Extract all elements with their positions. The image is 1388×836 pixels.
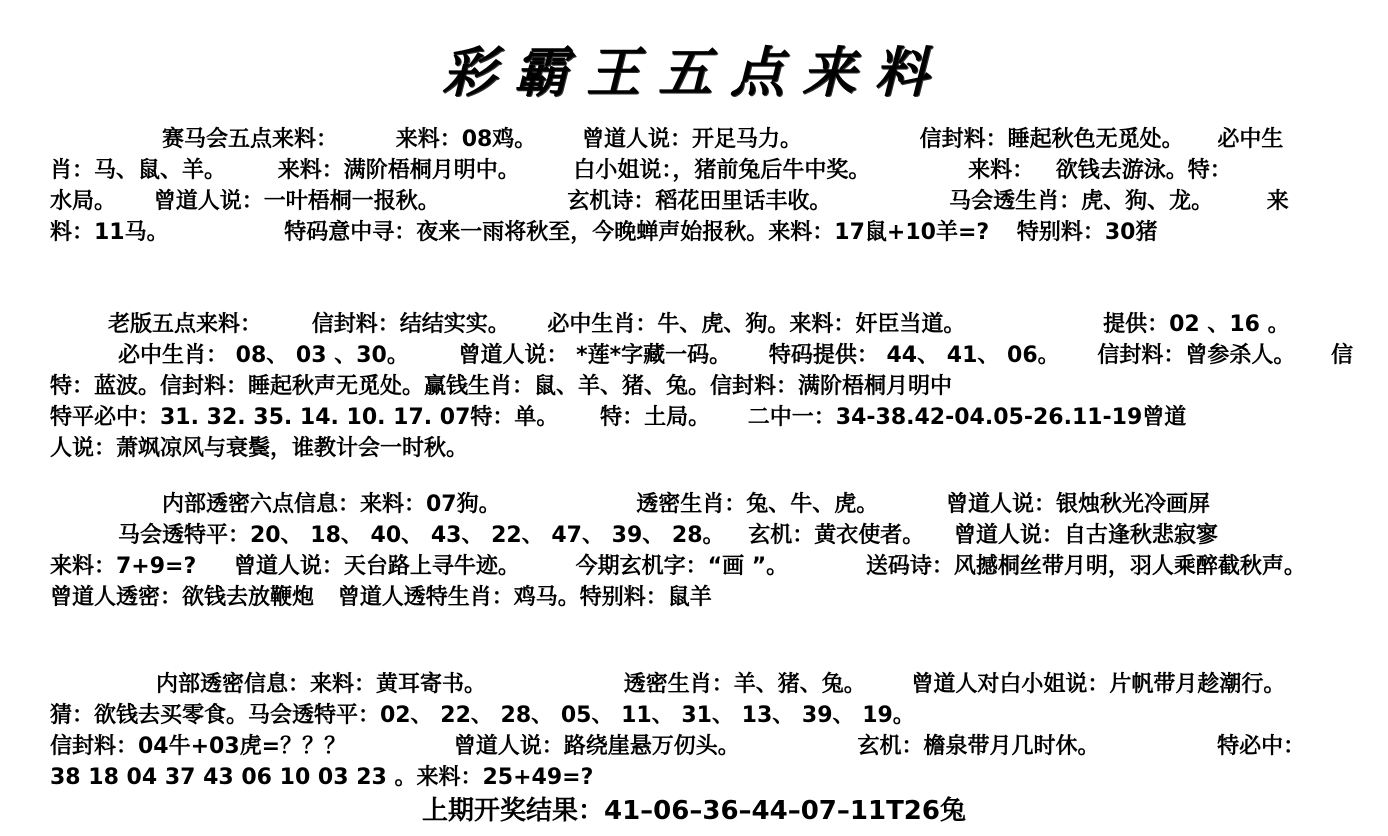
s4-line-4	[50, 763, 593, 793]
text-segment: 提供：02 、16 。	[1103, 312, 1290, 337]
text-segment: 马会透特平：20、 18、 40、 43、 22、 47、 39、 28。	[118, 523, 725, 548]
text-segment: 必中生肖： 08、 03 、30。	[118, 343, 409, 368]
s4-line-2	[50, 701, 915, 731]
text-segment: 特平必中：31. 32. 35. 14. 10. 17. 07特：单。	[50, 405, 559, 430]
s3-line-1	[162, 490, 1210, 520]
text-segment: 曾道人对白小姐说：片帆带月趁潮行。	[911, 672, 1286, 697]
last-draw-result: 上期开奖结果：41–06–36–44–07–11T26兔	[421, 796, 966, 826]
text-segment: 来料：	[968, 158, 1035, 183]
text-segment: 信封料：04牛+03虎=？？？	[50, 734, 347, 759]
text-segment: 曾道人说：路绕崖悬万仞头。	[453, 734, 740, 759]
text-segment: 肖：马、鼠、羊。	[50, 158, 227, 183]
s2-line-5	[50, 434, 468, 464]
text-segment: 必中生肖：牛、虎、狗。来料：奸臣当道。	[547, 312, 966, 337]
text-segment: 马会透生肖：虎、狗、龙。	[949, 189, 1214, 214]
text-segment: 38 18 04 37 43 06 10 03 23 。来料：25+49=?	[50, 765, 594, 790]
text-segment: 曾道人说：自古逢秋悲寂寥	[953, 523, 1218, 548]
text-segment: 曾道人说：开足马力。	[581, 127, 802, 152]
text-segment: 特别料：30猪	[1016, 220, 1158, 245]
text-segment: 水局。	[50, 189, 117, 214]
text-segment: 人说：萧飒凉风与衰鬓，谁教计会一时秋。	[50, 436, 469, 461]
s1-line-2	[50, 156, 1232, 186]
text-segment: 信	[1331, 343, 1354, 368]
text-segment: 特必中：	[1217, 734, 1306, 759]
text-segment: 玄机：檐泉带月几时休。	[857, 734, 1100, 759]
text-segment: 信封料：结结实实。	[311, 312, 510, 337]
text-segment: 欲钱去游泳。特：	[1055, 158, 1232, 183]
text-segment: 赛马会五点来料：	[162, 127, 339, 152]
text-segment: 今期玄机字：“画 ”。	[575, 554, 789, 579]
text-segment: 信封料：睡起秋色无觅处。	[919, 127, 1184, 152]
text-segment: 来料：08鸡。	[395, 127, 537, 152]
s4-line-1	[156, 670, 1285, 700]
text-segment: 曾道人说： *莲*字藏一码。	[458, 343, 732, 368]
text-segment: 玄机：黄衣使者。	[748, 523, 925, 548]
s2-line-1	[108, 310, 1290, 340]
s1-line-3	[50, 187, 1289, 217]
text-segment: 二中一：34-38.42-04.05-26.11-19曾道	[747, 405, 1187, 430]
text-segment: 内部透密信息：来料：黄耳寄书。	[156, 672, 487, 697]
text-segment: 曾道人说：一叶梧桐一报秋。	[153, 189, 440, 214]
text-segment: 透密生肖：兔、牛、虎。	[636, 492, 879, 517]
text-segment: 来料：7+9=?	[50, 554, 197, 579]
s3-line-3	[50, 552, 1306, 582]
s3-line-2	[118, 521, 1218, 551]
s1-line-1	[162, 125, 1283, 155]
text-segment: 老版五点来料：	[108, 312, 263, 337]
text-segment: 特码意中寻：夜来一雨将秋至，今晚蝉声始报秋。来料：17鼠+10羊=?	[284, 220, 990, 245]
text-segment: 料：11马。	[50, 220, 169, 245]
text-segment: 透密生肖：羊、猪、兔。	[623, 672, 866, 697]
text-segment: 来	[1266, 189, 1289, 214]
text-segment: 必中生	[1217, 127, 1284, 152]
text-segment: 猜：欲钱去买零食。马会透特平：02、 22、 28、 05、 11、 31、 13、 39、 19。	[50, 703, 915, 728]
text-segment: 曾道人透密：欲钱去放鞭炮	[50, 585, 315, 610]
text-segment: 送码诗：风撼桐丝带月明，羽人乘醉截秋声。	[865, 554, 1306, 579]
s4-line-3	[50, 732, 1305, 762]
text-segment: 特：土局。	[600, 405, 711, 430]
text-segment: 特：蓝波。信封料：睡起秋声无觅处。赢钱生肖：鼠、羊、猪、兔。信封料：满阶梧桐月明中	[50, 374, 953, 399]
text-segment: 内部透密六点信息：来料：07狗。	[162, 492, 501, 517]
text-segment: 来料：满阶梧桐月明中。	[277, 158, 520, 183]
text-segment: 白小姐说：，猪前兔后牛中奖。	[573, 158, 871, 183]
s2-line-3	[50, 372, 952, 402]
text-segment: 特码提供： 44、 41、 06。	[768, 343, 1060, 368]
page-title: 彩霸王五点来料	[442, 40, 946, 104]
s2-line-4	[50, 403, 1186, 433]
text-segment: 玄机诗：稻花田里话丰收。	[567, 189, 832, 214]
text-segment: 曾道人说：天台路上寻牛迹。	[233, 554, 520, 579]
text-segment: 曾道人透特生肖：鸡马。特别料：鼠羊	[337, 585, 712, 610]
text-segment: 信封料：曾参杀人。	[1097, 343, 1296, 368]
s2-line-2	[118, 341, 1353, 371]
s1-line-4	[50, 218, 1157, 248]
s3-line-4	[50, 583, 712, 613]
text-segment: 曾道人说：银烛秋光冷画屏	[945, 492, 1210, 517]
